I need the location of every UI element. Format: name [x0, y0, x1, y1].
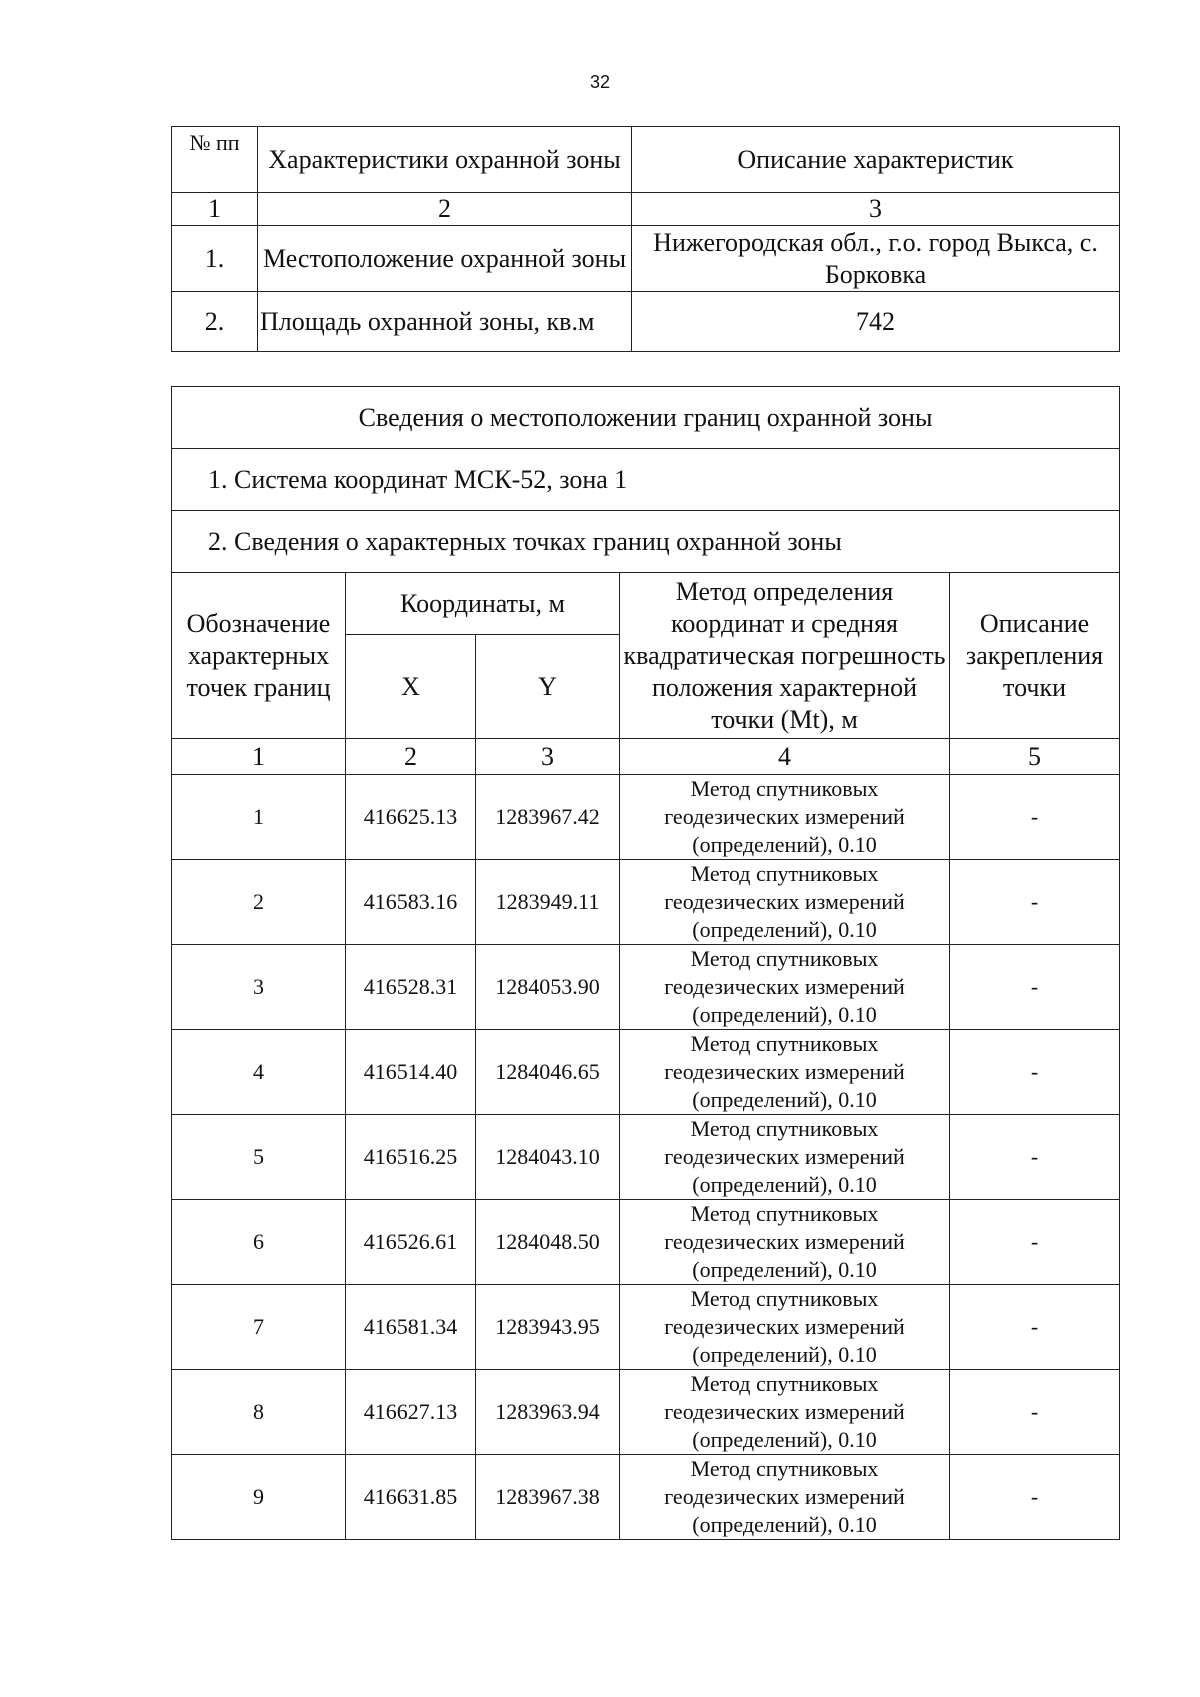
method-description: Метод спутниковых геодезических измерений (определений), 0.10 [620, 860, 950, 945]
header-method: Метод определения координат и средняя квадратическая погрешность положения характерной точки (Mt), м [620, 573, 950, 739]
fixing-description: - [950, 1455, 1120, 1540]
column-number: 1 [172, 193, 258, 226]
characteristic-name: Площадь охранной зоны, кв.м [258, 292, 632, 352]
characteristic-value: Нижегородская обл., г.о. город Выкса, с. Борковка [632, 226, 1120, 292]
method-description: Метод спутниковых геодезических измерений (определений), 0.10 [620, 1115, 950, 1200]
coordinate-y: 1283967.42 [476, 775, 620, 860]
header-point-designation: Обозначение характерных точек границ [172, 573, 346, 739]
table2-header-row [172, 573, 1120, 635]
coordinate-y: 1283943.95 [476, 1285, 620, 1370]
coordinate-x: 416528.31 [346, 945, 476, 1030]
method-description: Метод спутниковых геодезических измерений (определений), 0.10 [620, 1455, 950, 1540]
coordinate-x: 416514.40 [346, 1030, 476, 1115]
table1-header-row [172, 127, 1120, 193]
point-designation: 9 [172, 1455, 346, 1540]
table1-numbering-row [172, 193, 1120, 226]
table-row [172, 1030, 1120, 1115]
coordinate-x: 416625.13 [346, 775, 476, 860]
coordinate-y: 1284048.50 [476, 1200, 620, 1285]
section-row [172, 449, 1120, 511]
boundary-points-table [171, 386, 1120, 1540]
point-designation: 8 [172, 1370, 346, 1455]
coordinate-y: 1284053.90 [476, 945, 620, 1030]
column-number: 2 [258, 193, 632, 226]
table-row [172, 1370, 1120, 1455]
coordinate-y: 1283967.38 [476, 1455, 620, 1540]
header-x: X [346, 635, 476, 739]
header-coordinates: Координаты, м [346, 573, 620, 635]
point-designation: 6 [172, 1200, 346, 1285]
points-section: 2. Сведения о характерных точках границ охранной зоны [172, 511, 1120, 573]
table-row [172, 1115, 1120, 1200]
table-row [172, 860, 1120, 945]
column-number: 1 [172, 739, 346, 775]
table-row [172, 1200, 1120, 1285]
fixing-description: - [950, 1115, 1120, 1200]
point-designation: 1 [172, 775, 346, 860]
fixing-description: - [950, 1200, 1120, 1285]
fixing-description: - [950, 1285, 1120, 1370]
coordinate-y: 1284043.10 [476, 1115, 620, 1200]
table2-title-row [172, 387, 1120, 449]
table-row [172, 1455, 1120, 1540]
coordinate-system-section: 1. Система координат МСК-52, зона 1 [172, 449, 1120, 511]
point-designation: 7 [172, 1285, 346, 1370]
table-row [172, 292, 1120, 352]
row-number: 2. [172, 292, 258, 352]
column-number: 4 [620, 739, 950, 775]
point-designation: 5 [172, 1115, 346, 1200]
point-designation: 4 [172, 1030, 346, 1115]
fixing-description: - [950, 860, 1120, 945]
column-number: 2 [346, 739, 476, 775]
section-row [172, 511, 1120, 573]
table-row [172, 775, 1120, 860]
table2-title: Сведения о местоположении границ охранной зоны [172, 387, 1120, 449]
coordinate-y: 1284046.65 [476, 1030, 620, 1115]
fixing-description: - [950, 945, 1120, 1030]
coordinate-y: 1283949.11 [476, 860, 620, 945]
method-description: Метод спутниковых геодезических измерений (определений), 0.10 [620, 1030, 950, 1115]
column-number: 3 [476, 739, 620, 775]
coordinate-x: 416516.25 [346, 1115, 476, 1200]
coordinate-x: 416581.34 [346, 1285, 476, 1370]
coordinate-x: 416631.85 [346, 1455, 476, 1540]
method-description: Метод спутниковых геодезических измерений (определений), 0.10 [620, 775, 950, 860]
header-description: Описание характеристик [632, 127, 1120, 193]
fixing-description: - [950, 1370, 1120, 1455]
characteristic-value: 742 [632, 292, 1120, 352]
fixing-description: - [950, 1030, 1120, 1115]
page-number: 32 [589, 72, 611, 92]
fixing-description: - [950, 775, 1120, 860]
coordinate-x: 416526.61 [346, 1200, 476, 1285]
characteristic-name: Местоположение охранной зоны [258, 226, 632, 292]
method-description: Метод спутниковых геодезических измерений (определений), 0.10 [620, 945, 950, 1030]
method-description: Метод спутниковых геодезических измерений (определений), 0.10 [620, 1370, 950, 1455]
column-number: 5 [950, 739, 1120, 775]
table-row [172, 1285, 1120, 1370]
table2-numbering-row [172, 739, 1120, 775]
zone-characteristics-table [171, 126, 1120, 352]
coordinate-y: 1283963.94 [476, 1370, 620, 1455]
point-designation: 2 [172, 860, 346, 945]
table-row [172, 226, 1120, 292]
header-number: № пп [172, 127, 258, 193]
point-designation: 3 [172, 945, 346, 1030]
column-number: 3 [632, 193, 1120, 226]
method-description: Метод спутниковых геодезических измерений (определений), 0.10 [620, 1285, 950, 1370]
header-characteristics: Характеристики охранной зоны [258, 127, 632, 193]
header-fixing-description: Описание закрепления точки [950, 573, 1120, 739]
coordinate-x: 416583.16 [346, 860, 476, 945]
coordinate-x: 416627.13 [346, 1370, 476, 1455]
table-row [172, 945, 1120, 1030]
row-number: 1. [172, 226, 258, 292]
method-description: Метод спутниковых геодезических измерений (определений), 0.10 [620, 1200, 950, 1285]
header-y: Y [476, 635, 620, 739]
